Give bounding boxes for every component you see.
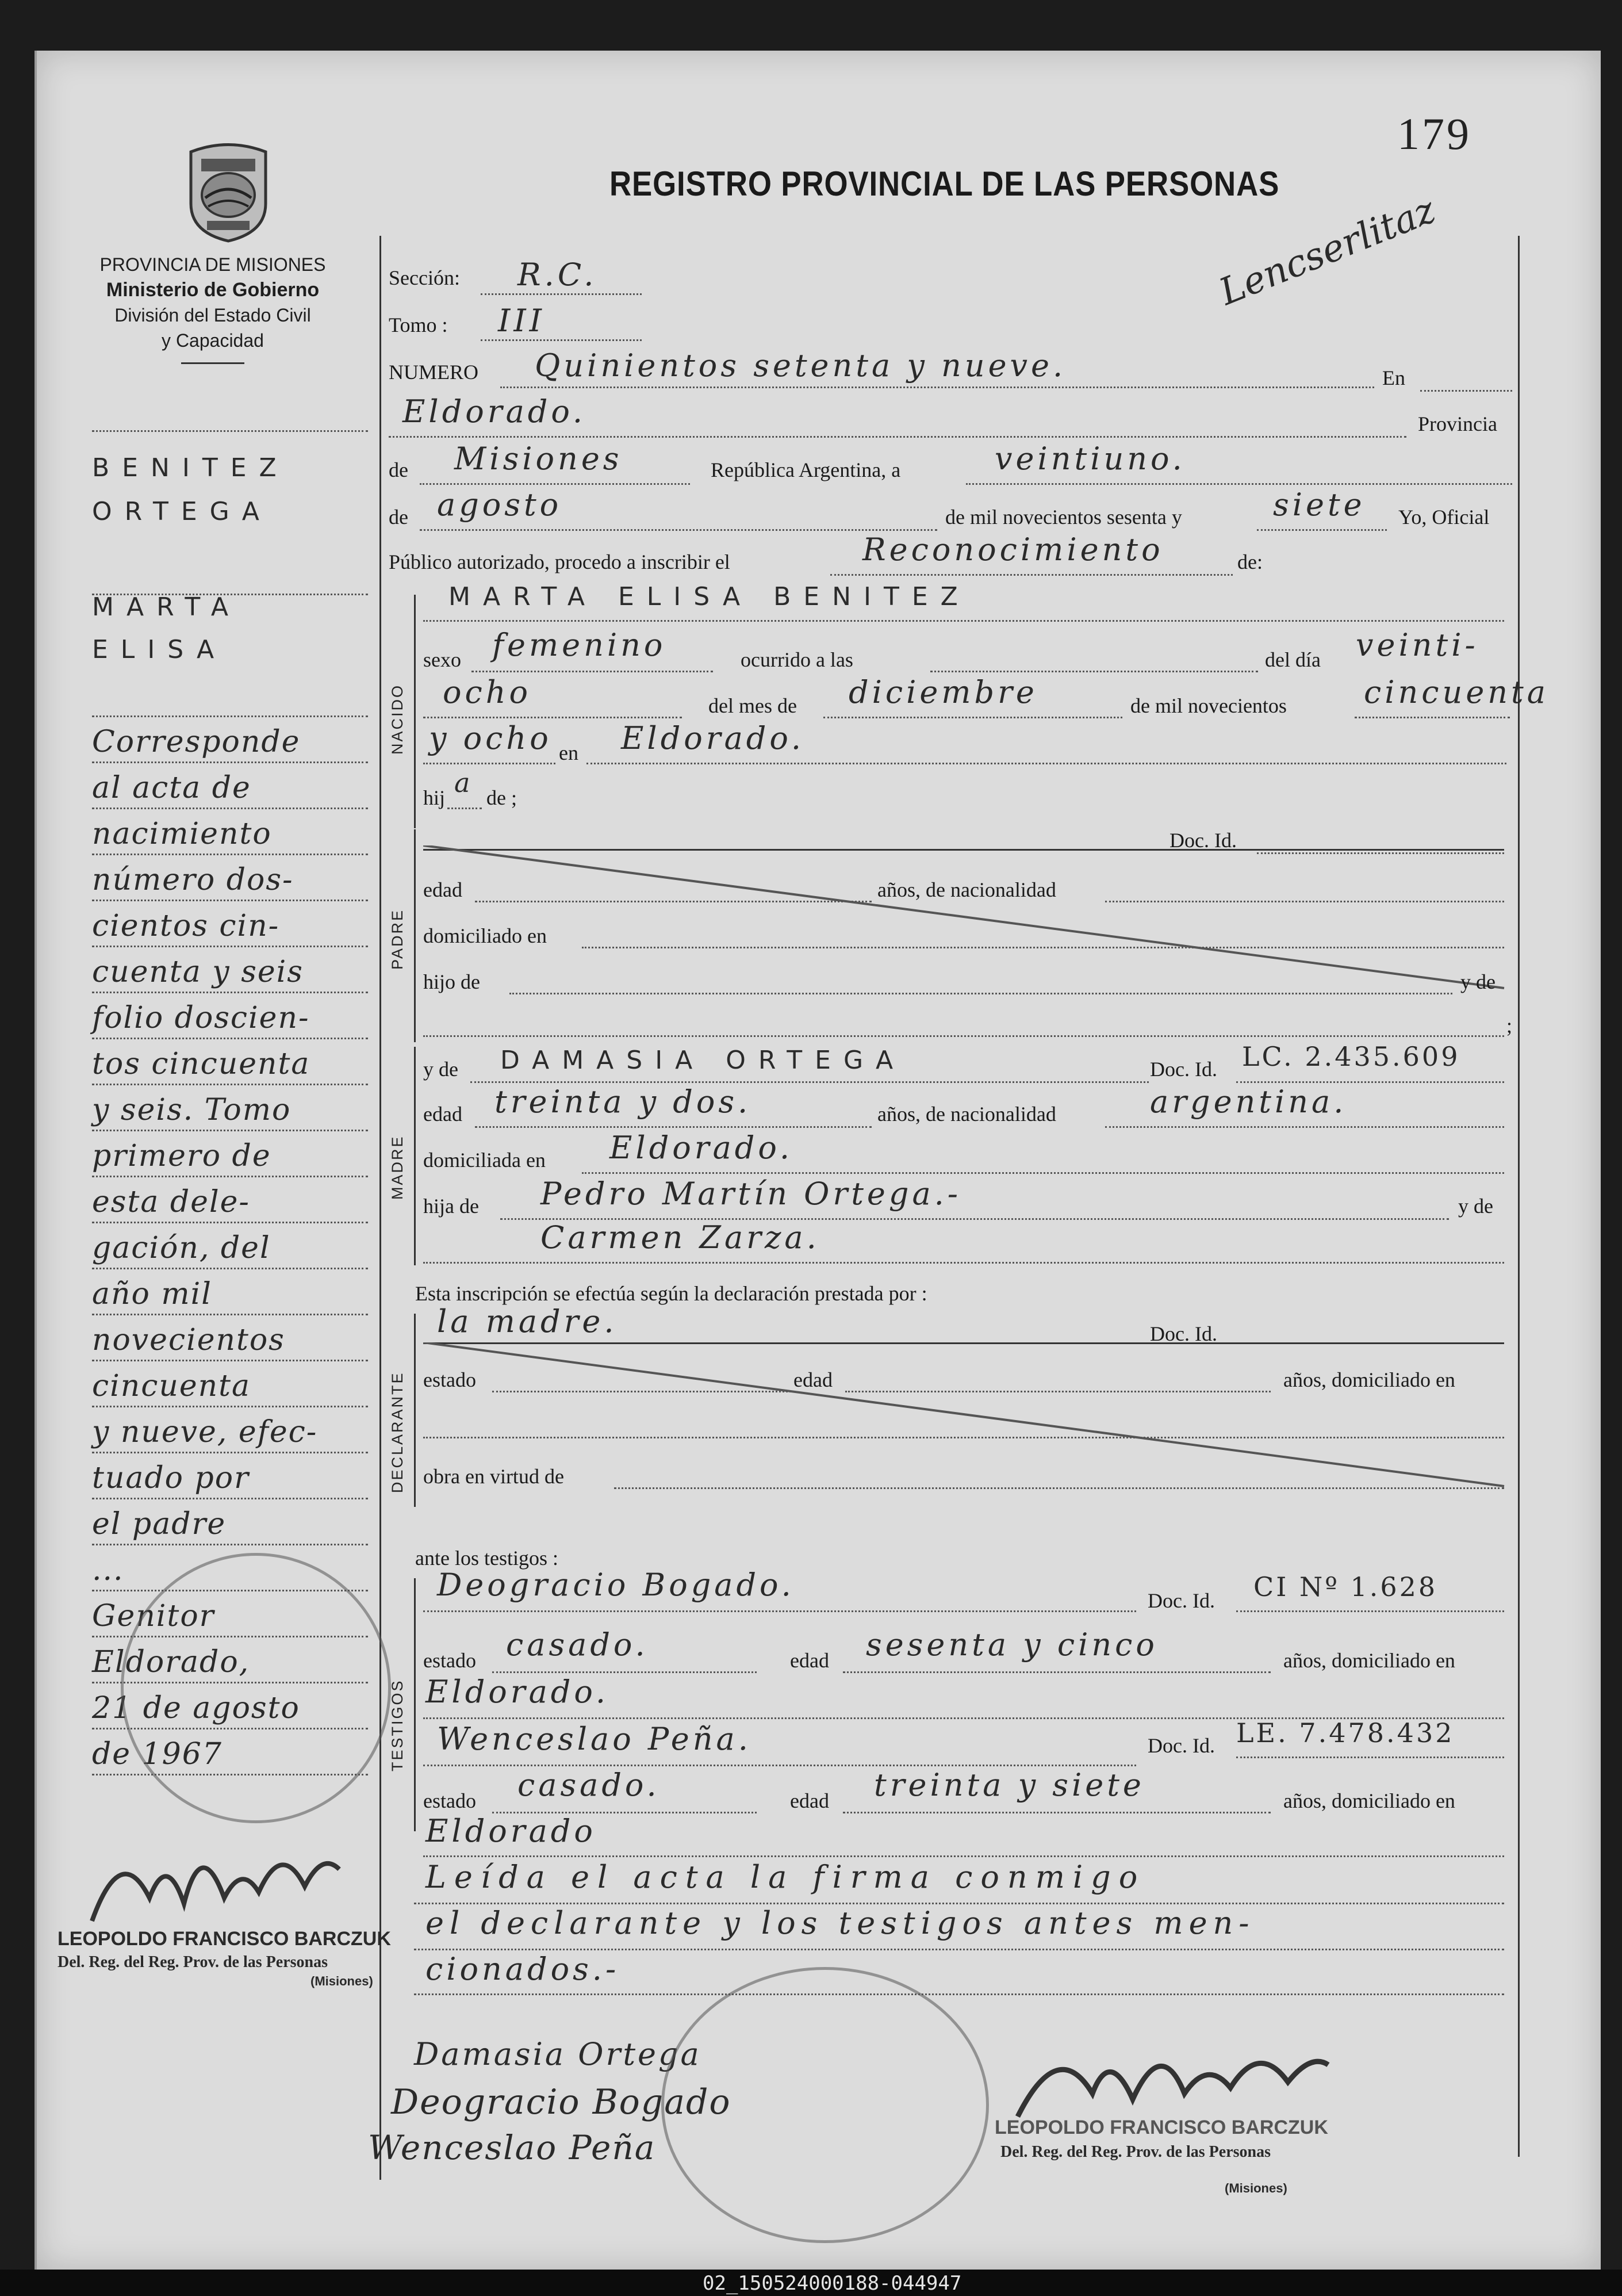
scan-footer	[0, 2270, 1622, 2296]
publico-label: Público autorizado, procedo a inscribir el	[389, 550, 730, 573]
mil-label: de mil novecientos sesenta y	[945, 506, 1182, 529]
numero-rule	[500, 387, 1374, 388]
declarante-estado-rule	[492, 1391, 791, 1392]
anio-nac-value-2: y ocho	[429, 720, 552, 756]
anio-value: siete	[1273, 487, 1366, 523]
margin-note-line: novecientos	[92, 1323, 285, 1357]
margin-surname-1: BENITEZ	[92, 453, 289, 483]
en2-label: en	[559, 741, 578, 764]
madre-yde2-label: y de	[1458, 1195, 1493, 1218]
anio-nac-rule	[1355, 717, 1510, 718]
de-label: de	[389, 458, 408, 481]
declarante-edad-rule	[845, 1391, 1271, 1392]
padre-semicolon: ;	[1506, 1014, 1513, 1037]
signature-damasia: Damasia Ortega	[414, 2036, 701, 2072]
testigo1-nombre-rule	[423, 1610, 1136, 1612]
hora-rule	[930, 671, 1258, 672]
officer-signature-scribble	[86, 1817, 351, 1933]
dia-nac-value-1: veinti-	[1356, 627, 1479, 663]
margin-note-line: Corresponde	[92, 725, 301, 759]
nacido-section-bar	[414, 595, 416, 828]
declarante-anos-label: años, domiciliado en	[1283, 1368, 1455, 1391]
testigos-section-label: TESTIGOS	[389, 1679, 406, 1771]
tomo-value: III	[498, 303, 545, 339]
margin-note-line: primero de	[92, 1139, 271, 1173]
acto-rule	[830, 574, 1233, 576]
hija-suffix-rule	[447, 808, 482, 809]
officer-title-right: Del. Reg. del Reg. Prov. de las Personas	[1000, 2143, 1271, 2161]
numero-label: NUMERO	[389, 361, 479, 384]
numero-value: Quinientos setenta y nueve.	[535, 347, 1067, 384]
inscripcion-label: Esta inscripción se efectúa según la declaración prestada por :	[415, 1282, 927, 1305]
provincia-label: Provincia	[1418, 412, 1497, 435]
margin-note-line: tos cincuenta	[92, 1047, 310, 1081]
officer-name-right: LEOPOLDO FRANCISCO BARCZUK	[995, 2117, 1328, 2138]
margin-rule	[92, 1314, 368, 1315]
madre-domicilio-rule	[582, 1172, 1504, 1174]
madre-nombre-value: DAMASIA ORTEGA	[500, 1046, 906, 1075]
org-division-2: y Capacidad	[162, 330, 264, 351]
declarante-estado-label: estado	[423, 1368, 476, 1391]
mes-nac-value: diciembre	[849, 674, 1038, 710]
testigo2-anos-label: años, domiciliado en	[1283, 1789, 1455, 1812]
anio-rule	[1257, 529, 1387, 531]
padre-domicilio-label: domiciliado en	[423, 924, 547, 947]
sexo-rule	[471, 671, 713, 672]
cierre-rule-1	[414, 1903, 1504, 1904]
testigo2-estado-label: estado	[423, 1789, 476, 1812]
margin-rule	[92, 1222, 368, 1223]
margin-note-line: el padre	[92, 1507, 227, 1541]
madre-edad-rule	[475, 1126, 872, 1128]
mes-value: agosto	[437, 487, 562, 523]
republica-label: República Argentina, a	[711, 458, 901, 481]
obra-label: obra en virtud de	[423, 1465, 564, 1488]
dia-value: veintiuno.	[995, 441, 1186, 477]
tomo-rule	[481, 339, 642, 341]
provincial-coat-of-arms-icon	[179, 140, 277, 244]
ocurrido-label: ocurrido a las	[741, 648, 853, 671]
cierre-rule-3	[414, 1993, 1504, 1995]
padre-docid-label: Doc. Id.	[1169, 829, 1237, 852]
nombre-rule	[423, 620, 1504, 622]
testigo2-docid-label: Doc. Id.	[1148, 1734, 1215, 1757]
margin-rule	[92, 1038, 368, 1039]
madre-domicilio-label: domiciliada en	[423, 1149, 546, 1172]
testigo2-domicilio-value: Eldorado	[425, 1813, 596, 1849]
testigo2-domicilio-rule	[423, 1855, 1504, 1857]
testigo2-doc-value: LE. 7.478.432	[1236, 1717, 1455, 1748]
declarante-value: la madre.	[437, 1303, 618, 1340]
right-column-border	[1518, 236, 1520, 2157]
cierre-rule-2	[414, 1949, 1504, 1950]
margin-note-line: cuenta y seis	[92, 955, 304, 989]
dia-rule	[966, 483, 1512, 485]
cierre-line-3: cionados.-	[425, 1951, 620, 1987]
de-label-2: de	[389, 506, 408, 529]
padre-edad-label: edad	[423, 878, 462, 901]
testigo2-estado-value: casado.	[517, 1767, 660, 1803]
madre-anos-label: años, de nacionalidad	[877, 1103, 1056, 1126]
localidad-rule	[389, 436, 1406, 438]
margin-note-line: año mil	[92, 1277, 212, 1311]
officer-title-left: Del. Reg. del Reg. Prov. de las Personas	[57, 1953, 328, 1971]
signature-deogracio: Deogracio Bogado	[391, 2082, 731, 2122]
testigo1-estado-label: estado	[423, 1649, 476, 1672]
sexo-label: sexo	[423, 648, 461, 671]
signature-wenceslao: Wenceslao Peña	[368, 2128, 656, 2167]
testigos-section-bar	[414, 1578, 416, 1831]
madre-madre-rule	[423, 1262, 1504, 1264]
testigo2-edad-rule	[843, 1812, 1271, 1813]
oficial-label: Yo, Oficial	[1398, 506, 1490, 529]
officer-signature-scribble	[1012, 2025, 1334, 2128]
testigos-label: ante los testigos :	[415, 1547, 558, 1570]
margin-note-line: y nueve, efec-	[92, 1415, 318, 1449]
provincia-rule	[420, 483, 690, 485]
margin-note-line: Genitor	[92, 1599, 215, 1633]
seccion-rule	[481, 293, 642, 295]
sexo-value: femenino	[492, 627, 666, 663]
testigo1-edad-label: edad	[790, 1649, 829, 1672]
delmes-label: del mes de	[708, 694, 797, 717]
dia-nac-value-2: ocho	[443, 674, 532, 710]
en-label: En	[1382, 366, 1405, 389]
hija-label: hij	[423, 786, 446, 809]
margin-rule	[92, 1544, 368, 1545]
padre-yde-label: y de	[1460, 970, 1496, 993]
hija-de-label: de ;	[486, 786, 517, 809]
circular-official-stamp	[121, 1553, 391, 1823]
officer-place-right: (Misiones)	[1225, 2181, 1287, 2195]
madre-yde-label: y de	[423, 1058, 458, 1081]
testigo1-nombre-value: Deogracio Bogado.	[437, 1567, 795, 1603]
margin-rule	[92, 992, 368, 993]
padre-section-label: PADRE	[389, 908, 406, 970]
margin-rule	[92, 1176, 368, 1177]
margin-note-line: 21 de agosto	[92, 1691, 300, 1725]
madre-docid-label: Doc. Id.	[1150, 1058, 1217, 1081]
margin-note-line: esta dele-	[92, 1185, 250, 1219]
deldia-label: del día	[1265, 648, 1321, 671]
header-signature: Lencserlitaz	[1213, 189, 1441, 314]
padre-hijode-label: hijo de	[423, 970, 480, 993]
circular-official-stamp	[661, 1967, 989, 2243]
madre-doc-value: LC. 2.435.609	[1242, 1041, 1460, 1072]
margin-name-2: ELISA	[92, 635, 227, 664]
org-province: PROVINCIA DE MISIONES	[99, 254, 326, 275]
page-number: 179	[1397, 109, 1471, 159]
madre-hijade-label: hija de	[423, 1195, 479, 1218]
margin-note-line: y seis. Tomo	[92, 1093, 292, 1127]
margin-note-line: número dos-	[92, 863, 294, 897]
org-ministry: Ministerio de Gobierno	[106, 279, 320, 301]
margin-rule	[92, 1498, 368, 1499]
margin-note-line: nacimiento	[92, 817, 272, 851]
margin-rule	[92, 946, 368, 947]
margin-rule	[92, 1406, 368, 1407]
obra-rule	[614, 1487, 1504, 1489]
margin-note-line: tuado por	[92, 1461, 250, 1495]
margin-name-1: MARTA	[92, 592, 241, 622]
margin-rule	[92, 1130, 368, 1131]
testigo1-edad-rule	[843, 1671, 1271, 1673]
madre-section-label: MADRE	[389, 1135, 406, 1200]
padre-nacionalidad-rule	[1105, 901, 1504, 902]
testigo1-domicilio-value: Eldorado.	[425, 1674, 609, 1710]
padre-section-bar	[414, 829, 416, 1042]
document-title: REGISTRO PROVINCIAL DE LAS PERSONAS	[609, 164, 1280, 203]
madre-edad-value: treinta y dos.	[494, 1084, 751, 1120]
testigo2-docid-rule	[1236, 1757, 1504, 1758]
testigo2-edad-value: treinta y siete	[874, 1767, 1145, 1803]
margin-note-line: ...	[92, 1553, 124, 1587]
hija-suffix: a	[454, 767, 474, 798]
mes-rule	[420, 529, 937, 531]
madre-domicilio-value: Eldorado.	[609, 1130, 793, 1166]
padre-madre-rule	[423, 1035, 1504, 1037]
margin-surname-2: ORTEGA	[92, 497, 272, 526]
testigo1-estado-rule	[492, 1671, 757, 1673]
testigo2-edad-label: edad	[790, 1789, 829, 1812]
testigo1-anos-label: años, domiciliado en	[1283, 1649, 1455, 1672]
seccion-value: R.C.	[517, 257, 597, 293]
localidad-value: Eldorado.	[402, 393, 586, 430]
cierre-line-1: Leída el acta la firma conmigo	[425, 1859, 1146, 1895]
margin-rule	[92, 761, 368, 763]
mes-nac-rule	[823, 717, 1122, 718]
margin-rule	[92, 854, 368, 855]
margin-note-line: Eldorado,	[92, 1645, 250, 1679]
provincia-value: Misiones	[454, 441, 623, 477]
testigo1-doc-value: CI Nº 1.628	[1253, 1571, 1438, 1602]
declarante-section-bar	[414, 1314, 416, 1507]
testigo2-nombre-value: Wenceslao Peña.	[437, 1721, 751, 1757]
testigo2-nombre-rule	[423, 1765, 1136, 1766]
dia-nac-rule	[423, 717, 682, 718]
lugar-nac-value: Eldorado.	[621, 720, 805, 756]
acto-value: Reconocimiento	[862, 531, 1164, 568]
anio-nac-value-1: cincuenta	[1364, 674, 1549, 710]
declarante-section-label: DECLARANTE	[389, 1371, 406, 1493]
declarante-domicilio-rule	[423, 1437, 1504, 1438]
margin-note-line: al acta de	[92, 771, 251, 805]
en-rule	[1420, 390, 1512, 392]
padre-cancel-line	[423, 845, 1516, 995]
margin-rule	[92, 1360, 368, 1361]
madre-docid-rule	[1236, 1081, 1504, 1083]
margin-note-line: cincuenta	[92, 1369, 251, 1403]
scan-id: 02_150524000188-044947	[703, 2272, 962, 2295]
madre-madre-value: Carmen Zarza.	[540, 1219, 820, 1256]
nombre-value: MARTA ELISA BENITEZ	[448, 582, 971, 611]
madre-nombre-rule	[470, 1081, 1149, 1083]
margin-note-line: cientos cin-	[92, 909, 280, 943]
milnov-label: de mil novecientos	[1130, 694, 1287, 717]
madre-nacionalidad-value: argentina.	[1150, 1084, 1347, 1120]
padre-hijode-rule	[509, 993, 1452, 994]
padre-edad-rule	[475, 901, 872, 902]
margin-rule	[92, 1268, 368, 1269]
officer-place-left: (Misiones)	[310, 1974, 373, 1988]
declarante-cancel-line	[423, 1342, 1516, 1492]
tomo-label: Tomo :	[389, 313, 448, 336]
testigo1-estado-value: casado.	[506, 1627, 649, 1663]
padre-anos-label: años, de nacionalidad	[877, 878, 1056, 901]
madre-edad-label: edad	[423, 1103, 462, 1126]
madre-section-bar	[414, 1047, 416, 1265]
declarante-docid-label: Doc. Id.	[1150, 1322, 1217, 1345]
nacido-section-label: NACIDO	[389, 683, 406, 755]
left-column-border	[379, 236, 381, 2180]
madre-nacionalidad-rule	[1105, 1126, 1504, 1128]
declarante-edad-label: edad	[793, 1368, 833, 1391]
org-division: División del Estado Civil	[114, 305, 311, 326]
margin-rule	[92, 1452, 368, 1453]
margin-note-line: gación, del	[92, 1231, 271, 1265]
lugar-nac-rule	[586, 763, 1506, 764]
org-divider	[181, 362, 244, 364]
anio-nac-rule-2	[423, 763, 555, 764]
margin-note-line: folio doscien-	[92, 1001, 310, 1035]
padre-domicilio-rule	[582, 947, 1504, 948]
margin-rule	[92, 808, 368, 809]
margin-rule	[92, 900, 368, 901]
cierre-line-2: el declarante y los testigos antes men-	[425, 1905, 1255, 1941]
testigo1-docid-label: Doc. Id.	[1148, 1589, 1215, 1612]
officer-name-left: LEOPOLDO FRANCISCO BARCZUK	[57, 1928, 391, 1950]
testigo1-docid-rule	[1236, 1610, 1504, 1612]
seccion-label: Sección:	[389, 266, 460, 289]
de-colon: de:	[1237, 550, 1263, 573]
margin-rule	[92, 1084, 368, 1085]
issuing-organization	[69, 252, 356, 364]
testigo1-edad-value: sesenta y cinco	[866, 1627, 1158, 1663]
madre-padre-value: Pedro Martín Ortega.-	[540, 1176, 962, 1212]
margin-rule	[92, 430, 368, 432]
margin-note-line: de 1967	[92, 1737, 223, 1771]
margin-rule	[92, 715, 368, 717]
